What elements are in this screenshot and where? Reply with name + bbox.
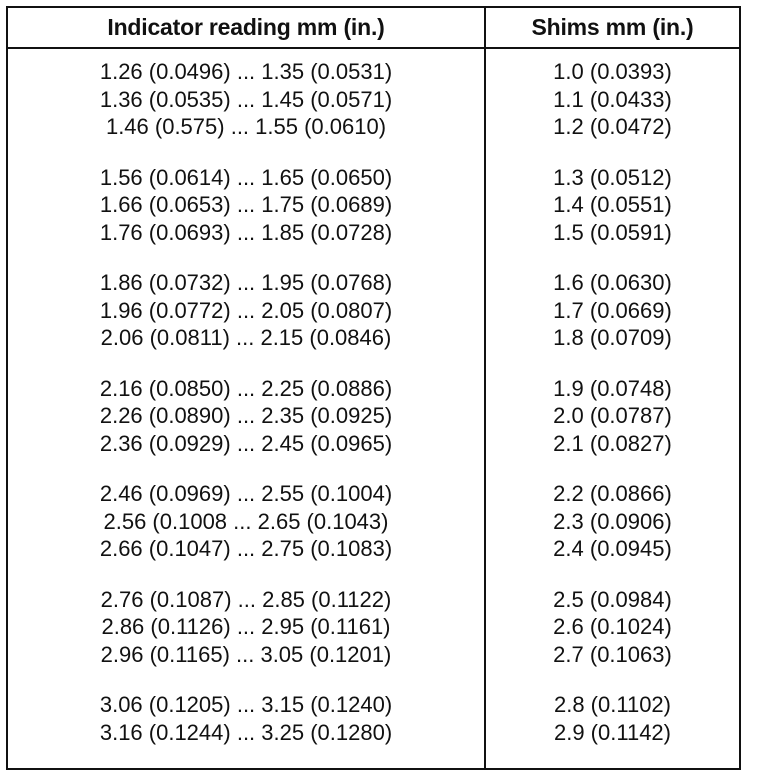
- row-group: [8, 586, 484, 669]
- indicator-reading-cell: 1.26 (0.0496) ... 1.35 (0.0531): [99, 59, 393, 84]
- shim-size-cell: 2.6 (0.1024): [553, 614, 672, 639]
- indicator-reading-cell: 1.46 (0.575) ... 1.55 (0.0610): [105, 114, 387, 139]
- indicator-reading-cell: 1.36 (0.0535) ... 1.45 (0.0571): [99, 86, 393, 112]
- indicator-reading-cell: 1.96 (0.0772) ... 2.05 (0.0807): [99, 297, 393, 323]
- row-group: [486, 375, 739, 458]
- shims-header: Shims mm (in.): [531, 14, 694, 40]
- row-group: [8, 164, 484, 247]
- indicator-reading-cell: 3.16 (0.1244) ... 3.25 (0.1280): [99, 719, 393, 745]
- shim-size-cell: 1.5 (0.0591): [553, 219, 672, 245]
- shims-column: [486, 58, 739, 769]
- indicator-reading-cell: 2.46 (0.0969) ... 2.55 (0.1004): [99, 481, 393, 506]
- indicator-reading-cell: 2.86 (0.1126) ... 2.95 (0.1161): [101, 614, 391, 639]
- shim-size-cell: 2.1 (0.0827): [553, 430, 672, 456]
- shim-size-cell: 2.8 (0.1102): [553, 692, 671, 717]
- row-group: [486, 269, 739, 352]
- shim-size-cell: 2.5 (0.0984): [553, 586, 672, 612]
- shim-size-cell: 2.4 (0.0945): [553, 536, 672, 561]
- indicator-reading-cell: 2.76 (0.1087) ... 2.85 (0.1122): [100, 586, 392, 612]
- indicator-reading-cell: 2.16 (0.0850) ... 2.25 (0.0886): [99, 375, 393, 401]
- shim-size-cell: 1.7 (0.0669): [553, 297, 672, 323]
- shim-size-cell: 1.6 (0.0630): [553, 270, 672, 295]
- row-group: [486, 58, 739, 141]
- row-group: [486, 480, 739, 563]
- shim-size-cell: 1.3 (0.0512): [553, 164, 672, 190]
- row-group: [8, 58, 484, 141]
- indicator-reading-cell: 2.66 (0.1047) ... 2.75 (0.1083): [99, 536, 393, 561]
- indicator-reading-cell: 2.56 (0.1008 ... 2.65 (0.1043): [103, 508, 389, 534]
- row-group: [8, 269, 484, 352]
- indicator-reading-header: Indicator reading mm (in.): [107, 14, 385, 40]
- shim-size-cell: 1.8 (0.0709): [553, 325, 672, 350]
- indicator-reading-column: [8, 58, 484, 769]
- row-group: [8, 691, 484, 746]
- shim-size-cell: 2.3 (0.0906): [553, 508, 672, 534]
- row-group: [486, 691, 739, 746]
- shim-size-cell: 1.1 (0.0433): [553, 86, 672, 112]
- row-group: [486, 586, 739, 669]
- shim-size-cell: 1.4 (0.0551): [553, 192, 672, 217]
- row-group: [8, 375, 484, 458]
- indicator-reading-cell: 2.06 (0.0811) ... 2.15 (0.0846): [100, 325, 392, 350]
- shim-size-cell: 2.9 (0.1142): [553, 719, 671, 745]
- shim-size-cell: 1.0 (0.0393): [553, 59, 672, 84]
- indicator-reading-cell: 2.26 (0.0890) ... 2.35 (0.0925): [99, 403, 393, 428]
- header-divider: [6, 47, 741, 49]
- shim-size-cell: 2.0 (0.0787): [553, 403, 672, 428]
- shim-size-cell: 1.2 (0.0472): [553, 114, 672, 139]
- shim-size-cell: 1.9 (0.0748): [553, 375, 672, 401]
- row-group: [486, 164, 739, 247]
- indicator-reading-cell: 1.76 (0.0693) ... 1.85 (0.0728): [99, 219, 393, 245]
- indicator-reading-cell: 1.56 (0.0614) ... 1.65 (0.0650): [99, 164, 393, 190]
- row-group: [8, 480, 484, 563]
- indicator-reading-cell: 1.86 (0.0732) ... 1.95 (0.0768): [99, 270, 393, 295]
- indicator-reading-cell: 3.06 (0.1205) ... 3.15 (0.1240): [99, 692, 393, 717]
- indicator-reading-cell: 1.66 (0.0653) ... 1.75 (0.0689): [99, 192, 393, 217]
- indicator-reading-cell: 2.96 (0.1165) ... 3.05 (0.1201): [100, 641, 392, 667]
- indicator-reading-cell: 2.36 (0.0929) ... 2.45 (0.0965): [99, 430, 393, 456]
- shim-size-cell: 2.2 (0.0866): [553, 481, 672, 506]
- shim-size-cell: 2.7 (0.1063): [553, 641, 672, 667]
